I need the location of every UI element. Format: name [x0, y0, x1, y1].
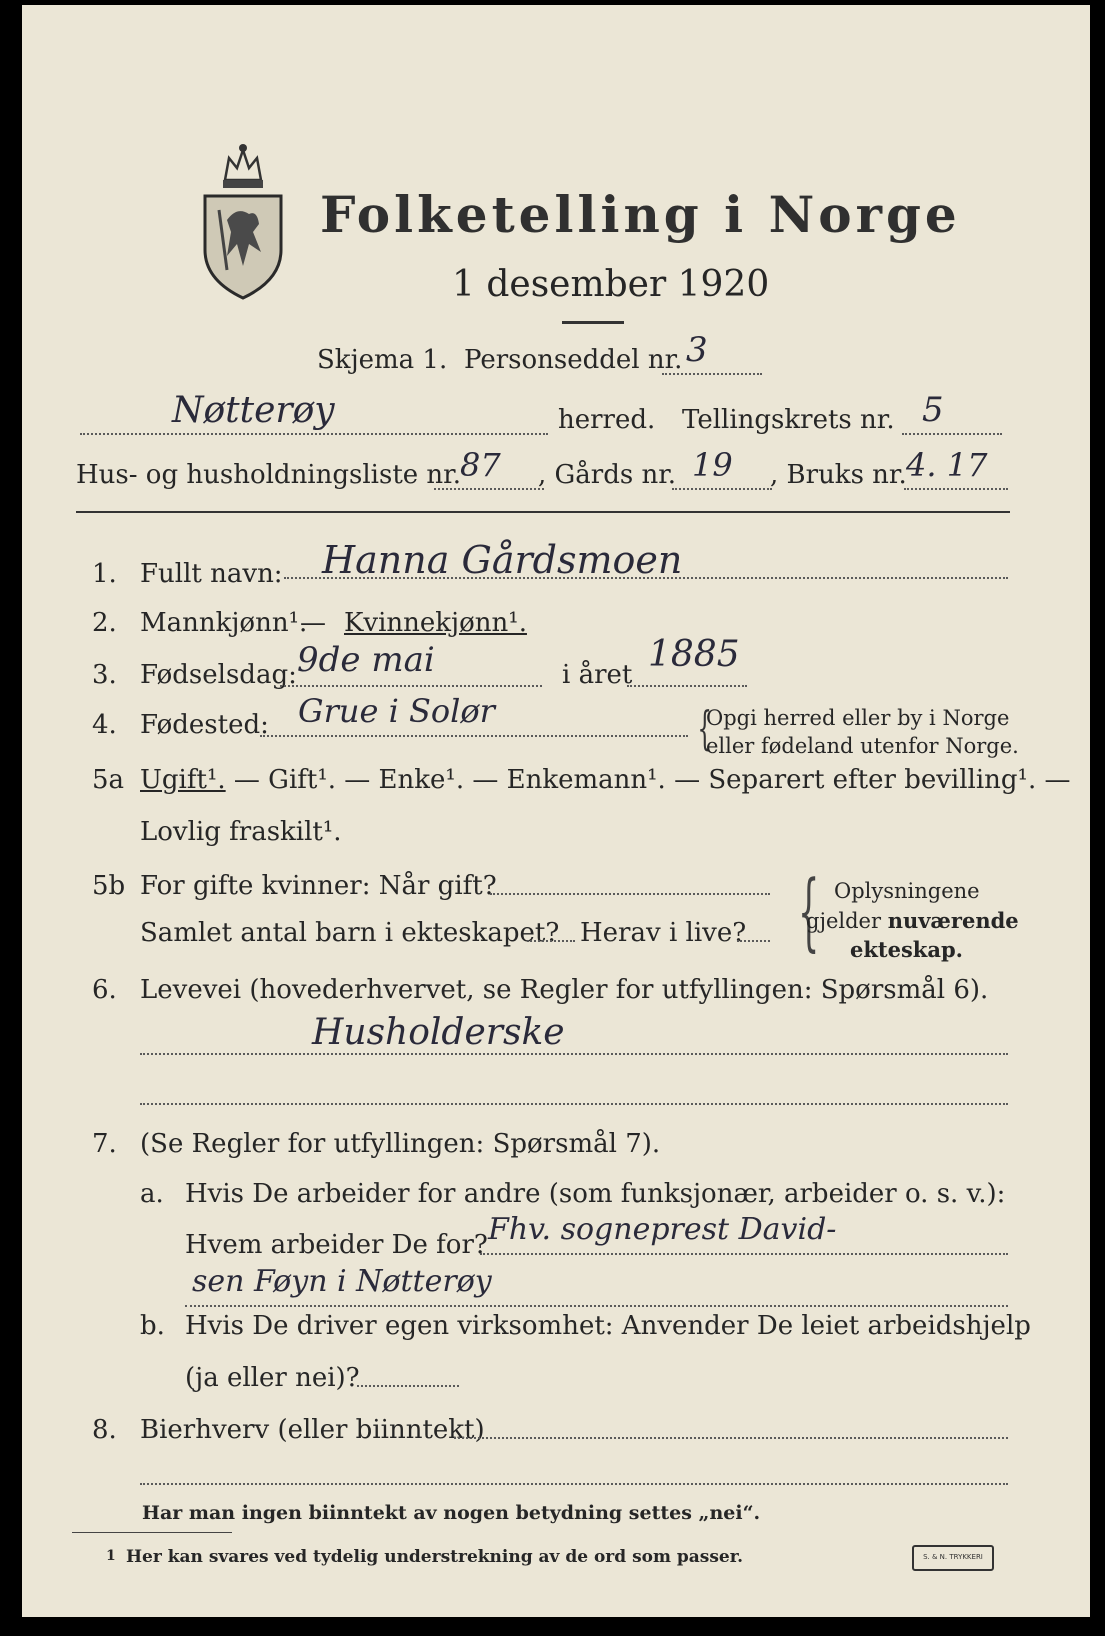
q5b-brace: { — [798, 862, 820, 960]
q2-number: 2. — [92, 608, 117, 638]
census-form-page — [22, 5, 1090, 1617]
herred-label: herred. — [558, 405, 656, 435]
hus-label: Hus- og husholdningsliste nr. — [76, 460, 462, 490]
footnote-number: 1 — [106, 1548, 116, 1564]
q7a-line2-dots — [480, 1253, 1008, 1255]
q2-separator: — — [300, 608, 326, 638]
q5b-line2a: Samlet antal barn i ekteskapet? — [140, 918, 560, 948]
q5b-note1: Oplysningene — [834, 879, 980, 903]
footer-note: Har man ingen biinntekt av nogen betydning settes „nei“. — [142, 1502, 761, 1524]
tellingskrets-value: 5 — [922, 390, 944, 430]
personseddel-label: Personseddel nr. — [464, 345, 683, 375]
header-rule — [76, 511, 1010, 513]
q7b-letter: b. — [140, 1311, 165, 1341]
gards-label: , Gårds nr. — [538, 460, 677, 490]
q5a-line1 — [140, 767, 1071, 793]
q4-note-line2: eller fødeland utenfor Norge. — [706, 734, 1019, 758]
q8-line2 — [140, 1483, 1008, 1485]
q4-value: Grue i Solør — [298, 692, 495, 730]
q7b-line2: (ja eller nei)? — [185, 1363, 360, 1393]
tellingskrets-line — [902, 433, 1002, 435]
footer-rule — [72, 1532, 232, 1533]
q4-brace: { — [697, 701, 712, 755]
q3-number: 3. — [92, 660, 117, 690]
q5b-line2b: Herav i live? — [580, 918, 747, 948]
q5a-line2: Lovlig fraskilt¹. — [140, 817, 342, 847]
q7-number: 7. — [92, 1129, 117, 1159]
q5a-ugift: Ugift¹. — [140, 765, 226, 795]
q8-line1 — [454, 1437, 1008, 1439]
bruks-line — [904, 488, 1008, 490]
tellingskrets-label: Tellingskrets nr. — [682, 405, 895, 435]
q4-number: 4. — [92, 710, 117, 740]
q6-line2 — [140, 1103, 1008, 1105]
q7a-line3-dots — [185, 1305, 1008, 1307]
hus-value: 87 — [460, 446, 501, 484]
q5b-number: 5b — [92, 871, 126, 901]
q1-label: Fullt navn: — [140, 559, 283, 589]
herred-line — [80, 433, 548, 435]
q4-note-line1: Opgi herred eller by i Norge — [706, 706, 1010, 730]
q6-number: 6. — [92, 975, 117, 1005]
q6-label: Levevei (hovederhvervet, se Regler for utfyllingen: Spørsmål 6). — [140, 975, 989, 1005]
q2-female: Kvinnekjønn¹. — [344, 608, 527, 638]
q7b-line1: Hvis De driver egen virksomhet: Anvender De leiet arbeidshjelp — [185, 1311, 1031, 1341]
q7a-letter: a. — [140, 1179, 164, 1209]
q3-label: Fødselsdag: — [140, 660, 297, 690]
q3-line — [280, 685, 542, 687]
q5b-note2: gjelder nuværende — [806, 908, 1019, 933]
personseddel-value: 3 — [686, 330, 708, 370]
title-divider — [562, 321, 624, 324]
q5b-note3: ekteskap. — [850, 937, 963, 962]
herred-value: Nøtterøy — [172, 390, 335, 431]
hus-line — [434, 488, 544, 490]
q3-year-label: i året — [562, 660, 633, 690]
bruks-label: , Bruks nr. — [770, 460, 907, 490]
q3-year-value: 1885 — [648, 634, 740, 675]
q7a-line1: Hvis De arbeider for andre (som funksjonær, arbeider o. s. v.): — [185, 1179, 1006, 1209]
footnote-text: Her kan svares ved tydelig understrekning av de ord som passer. — [126, 1547, 744, 1567]
q5b-line1: For gifte kvinner: Når gift? — [140, 871, 497, 901]
gards-line — [672, 488, 772, 490]
q1-number: 1. — [92, 559, 117, 589]
q8-label: Bierhverv (eller biinntekt) — [140, 1415, 485, 1445]
q5a-number: 5a — [92, 765, 125, 795]
q6-line1 — [140, 1053, 1008, 1055]
q2-male: Mannkjønn¹. — [140, 608, 308, 638]
q6-value: Husholderske — [312, 1012, 565, 1053]
q4-label: Fødested: — [140, 710, 269, 740]
q7b-line2-dots — [357, 1385, 459, 1387]
q4-line — [260, 735, 688, 737]
q3-year-line — [627, 685, 747, 687]
bruks-value: 4. 17 — [906, 446, 988, 484]
q1-value: Hanna Gårdsmoen — [322, 538, 683, 582]
personseddel-line — [662, 373, 762, 375]
q8-number: 8. — [92, 1415, 117, 1445]
form-date: 1 desember 1920 — [452, 264, 770, 305]
q5b-line2b-dots — [737, 940, 770, 942]
q5b-line1-dots — [490, 893, 770, 895]
q3-value: 9de mai — [297, 640, 435, 680]
form-title: Folketelling i Norge — [320, 185, 961, 244]
coat-of-arms-icon — [197, 140, 289, 300]
q7a-value2: sen Føyn i Nøtterøy — [192, 1264, 492, 1299]
printer-stamp: S. & N. TRYKKERI — [912, 1545, 994, 1571]
q7-label: (Se Regler for utfyllingen: Spørsmål 7). — [140, 1129, 661, 1159]
q7a-value1: Fhv. sogneprest David- — [488, 1212, 837, 1247]
q7a-line2: Hvem arbeider De for? — [185, 1230, 488, 1260]
gards-value: 19 — [692, 446, 733, 484]
schema-label: Skjema 1. — [317, 345, 448, 375]
q5b-line2a-dots — [527, 940, 575, 942]
q5a-options: — Gift¹. — Enke¹. — Enkemann¹. — Separert efter bevilling¹. — — [225, 765, 1071, 795]
